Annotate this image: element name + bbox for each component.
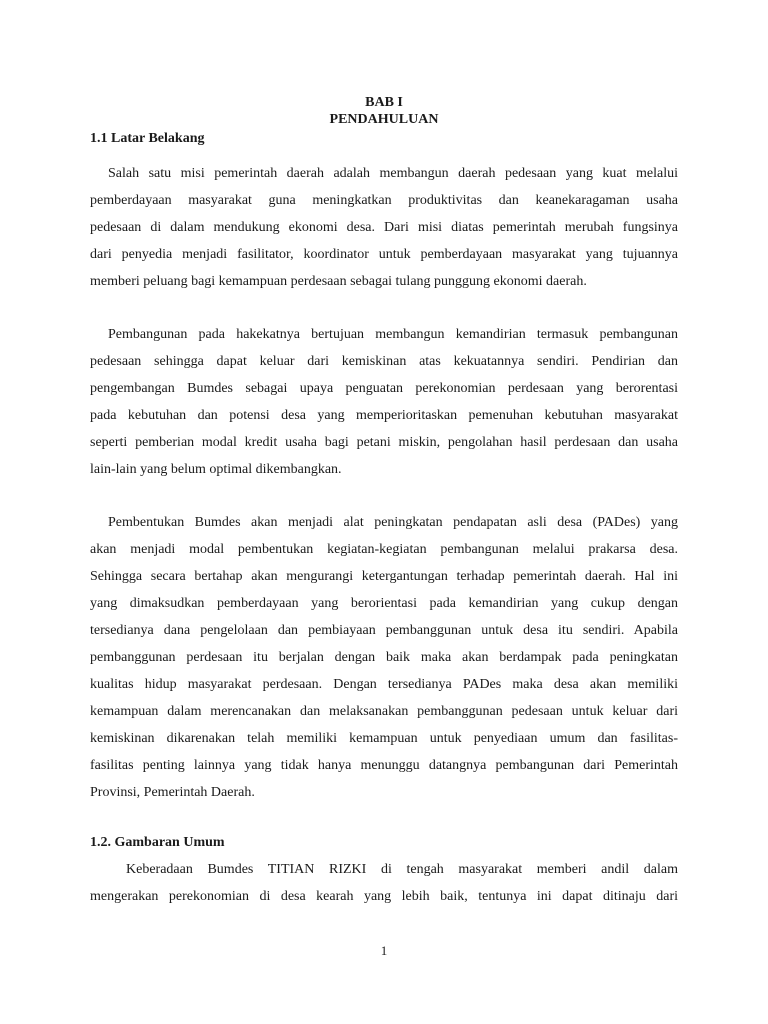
paragraph-4 <box>90 856 678 910</box>
paragraph-line: pedesaan sehingga dapat keluar dari kemiskinan atas kekuatannya sendiri. Pendirian dan <box>90 354 678 369</box>
paragraph-line: kemampuan dalam merencanakan dan melaksanakan pembanggunan pedesaan untuk keluar dari <box>90 704 678 719</box>
paragraph-line: seperti pemberian modal kredit usaha bagi petani miskin, pengolahan hasil perdesaan dan usaha <box>90 435 678 450</box>
paragraph-line: lain-lain yang belum optimal dikembangkan. <box>90 462 342 477</box>
paragraph-line: pada kebutuhan dan potensi desa yang memperioritaskan pemenuhan kebutuhan masyarakat <box>90 408 678 423</box>
paragraph-line: akan menjadi modal pembentukan kegiatan-kegiatan pembangunan melalui prakarsa desa. <box>90 542 678 557</box>
paragraph-line: kemiskinan dikarenakan telah memiliki kemampuan untuk penyediaan umum dan fasilitas- <box>90 731 678 746</box>
section-heading-latar-belakang: 1.1 Latar Belakang <box>90 131 205 146</box>
paragraph-line: Provinsi, Pemerintah Daerah. <box>90 785 255 800</box>
paragraph-line: tersedianya dana pengelolaan dan pembiayaan pembanggunan untuk desa itu sendiri. Apabila <box>90 623 678 638</box>
chapter-title: PENDAHULUAN <box>329 112 439 127</box>
paragraph-line: Sehingga secara bertahap akan mengurangi ketergantungan terhadap pemerintah daerah. Hal ini <box>90 569 678 584</box>
paragraph-2 <box>90 321 678 483</box>
paragraph-1 <box>90 160 678 295</box>
paragraph-line: kualitas hidup masyarakat perdesaan. Dengan tersedianya PADes maka desa akan memiliki <box>90 677 678 692</box>
paragraph-3 <box>90 509 678 806</box>
paragraph-line: Pembentukan Bumdes akan menjadi alat peningkatan pendapatan asli desa (PADes) yang <box>108 515 678 530</box>
paragraph-line: dari penyedia menjadi fasilitator, koordinator untuk pemberdayaan masyarakat yang tujuannya <box>90 247 678 262</box>
page-number: 1 <box>380 943 388 958</box>
paragraph-line: pengembangan Bumdes sebagai upaya penguatan perekonomian perdesaan yang berorentasi <box>90 381 678 396</box>
paragraph-line: Pembangunan pada hakekatnya bertujuan membangun kemandirian termasuk pembangunan <box>108 327 678 342</box>
paragraph-line: pedesaan di dalam mendukung ekonomi desa. Dari misi diatas pemerintah merubah fungsinya <box>90 220 678 235</box>
paragraph-line: pemberdayaan masyarakat guna meningkatkan produktivitas dan keanekaragaman usaha <box>90 193 678 208</box>
paragraph-line: pembanggunan perdesaan itu berjalan dengan baik maka akan berdampak pada peningkatan <box>90 650 678 665</box>
paragraph-line: Salah satu misi pemerintah daerah adalah membangun daerah pedesaan yang kuat melalui <box>108 166 678 181</box>
paragraph-line: fasilitas penting lainnya yang tidak hanya menunggu datangnya pembangunan dari Pemerintah <box>90 758 678 773</box>
paragraph-line: memberi peluang bagi kemampuan perdesaan sebagai tulang punggung ekonomi daerah. <box>90 274 587 289</box>
section-heading-gambaran-umum: 1.2. Gambaran Umum <box>90 835 225 850</box>
paragraph-line: yang dimaksudkan pemberdayaan yang berorientasi pada kemandirian yang cukup dengan <box>90 596 678 611</box>
chapter-label: BAB I <box>365 95 403 110</box>
paragraph-line: mengerakan perekonomian di desa kearah yang lebih baik, tentunya ini dapat ditinaju dari <box>90 889 678 904</box>
paragraph-line: Keberadaan Bumdes TITIAN RIZKI di tengah masyarakat memberi andil dalam <box>126 862 678 877</box>
